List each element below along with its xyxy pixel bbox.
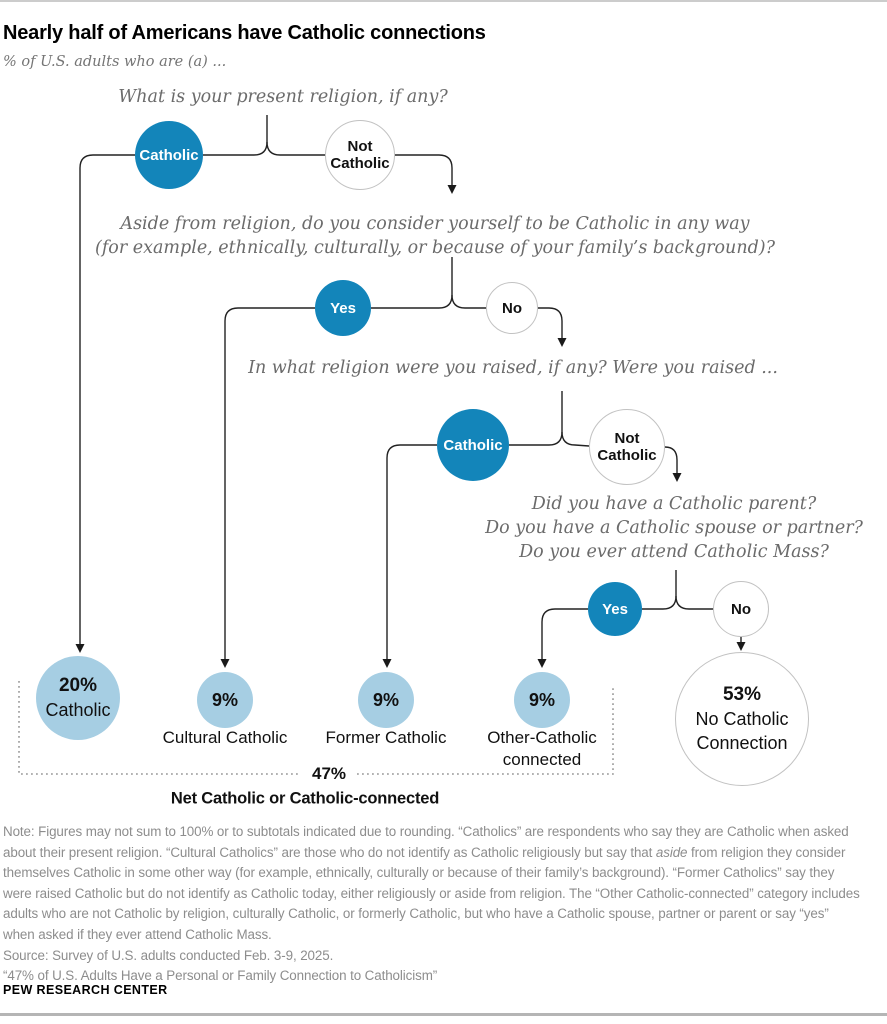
- result-catholic-circle: [36, 656, 120, 740]
- result-other-label-line1: Other-Catholic: [487, 728, 597, 747]
- node-q1-not-catholic-line2: Catholic: [330, 155, 390, 172]
- connector-not-catholic-to-q2: [395, 155, 452, 185]
- question-2-line2: (for example, ethnically, culturally, or because of your family’s background)?: [94, 238, 776, 258]
- question-4-line1: Did you have a Catholic parent?: [531, 494, 817, 514]
- result-former-circle: [358, 672, 414, 728]
- result-other-value: 9%: [528, 689, 555, 710]
- net-bracket-label: Net Catholic or Catholic-connected: [170, 789, 440, 808]
- result-none-line2: Connection: [696, 733, 788, 753]
- result-none-circle: [675, 652, 809, 786]
- node-q2-yes-label: Yes: [330, 299, 356, 317]
- result-other-circle: [514, 672, 570, 728]
- note-text: [3, 822, 863, 946]
- connector-q4-to-no: [676, 596, 713, 609]
- result-cultural-label: Cultural Catholic: [162, 728, 288, 747]
- node-q3-catholic-label: Catholic: [443, 436, 503, 454]
- result-other-label-line2: connected: [502, 750, 582, 769]
- question-2: [95, 212, 775, 260]
- net-bracket-value: 47%: [306, 764, 352, 784]
- question-3: [248, 356, 778, 380]
- arrowhead-q4: [673, 473, 682, 482]
- source-line: Source: Survey of U.S. adults conducted Feb. 3-9, 2025.: [3, 947, 334, 963]
- connector-not-catholic-to-q4: [665, 447, 677, 473]
- connector-q2-to-yes: [371, 257, 452, 308]
- arrowhead-former: [383, 659, 392, 668]
- question-1: [118, 85, 447, 109]
- question-4: [485, 492, 863, 564]
- node-q1-catholic: [135, 121, 203, 189]
- node-q4-yes: [588, 582, 642, 636]
- node-q1-not-catholic-line1: Not: [347, 138, 373, 155]
- node-q3-catholic: [437, 409, 509, 481]
- node-q1-not-catholic: [325, 120, 395, 190]
- connector-q1-to-catholic: [203, 115, 267, 155]
- node-q2-no-label: No: [502, 299, 522, 317]
- arrowhead-none: [737, 642, 746, 651]
- node-q1-catholic-label: Catholic: [139, 146, 199, 164]
- connector-catholic-to-former: [387, 445, 437, 659]
- node-q4-no-label: No: [731, 600, 751, 618]
- connector-yes-to-other: [542, 609, 588, 659]
- question-1-text: What is your present religion, if any?: [118, 87, 448, 107]
- arrowhead-cultural: [221, 659, 230, 668]
- arrowhead-other: [538, 659, 547, 668]
- arrowhead-q3: [558, 338, 567, 347]
- node-q3-not-catholic: [589, 409, 665, 485]
- figure-subtitle: % of U.S. adults who are (a) ...: [3, 54, 227, 70]
- result-catholic-value: 20%: [58, 675, 98, 696]
- question-4-line3: Do you ever attend Catholic Mass?: [519, 542, 829, 562]
- report-title-line: “47% of U.S. Adults Have a Personal or Family Connection to Catholicism”: [3, 968, 438, 984]
- footer-notes: [3, 822, 863, 987]
- connector-q2-to-no: [452, 295, 486, 308]
- node-q2-no: [486, 282, 538, 334]
- arrowhead-q2: [448, 185, 457, 194]
- note-italic-word: aside: [655, 844, 688, 860]
- connector-q3-to-not-catholic: [562, 432, 589, 446]
- result-former-label: Former Catholic: [325, 728, 447, 747]
- result-none-value: 53%: [722, 684, 762, 705]
- question-4-line2: Do you have a Catholic spouse or partner?: [485, 518, 863, 538]
- connector-q3-to-catholic: [509, 391, 562, 445]
- result-other-label: [487, 727, 597, 771]
- result-catholic-name: Catholic: [45, 700, 111, 720]
- node-q3-not-catholic-line1: Not: [614, 430, 640, 447]
- result-former-value: 9%: [372, 689, 399, 710]
- figure-title: Nearly half of Americans have Catholic connections: [3, 22, 486, 44]
- result-cultural-value: 9%: [211, 689, 238, 710]
- result-cultural-circle: [197, 672, 253, 728]
- question-3-text: In what religion were you raised, if any? Were you raised ...: [248, 358, 778, 378]
- node-q2-yes: [315, 280, 371, 336]
- connector-no-to-q3: [538, 308, 562, 338]
- question-2-line1: Aside from religion, do you consider yourself to be Catholic in any way: [120, 214, 750, 234]
- note-part2: from religion they consider themselves Catholic in some other way (for example, ethnically, culturally or because of their family’s background). “Former Catholics” say they were raised Catholic but do not identify as Catholic today, either religiously or aside from religion. The “Other Catholic-connected” category includes adults who are not Catholic by religion, culturally Catholic, or formerly Catholic, but who have a Catholic spouse, partner or parent or say “yes” when asked if they ever attend Catholic Mass.: [3, 844, 860, 942]
- node-q3-not-catholic-line2: Catholic: [597, 447, 657, 464]
- connector-q1-to-not-catholic: [267, 142, 325, 155]
- connector-lines: [80, 115, 741, 659]
- connector-q4-to-yes: [642, 570, 676, 609]
- pew-research-center-wordmark: PEW RESEARCH CENTER: [3, 983, 168, 997]
- note-part1: Note: Figures may not sum to 100% or to subtotals indicated due to rounding. “Catholics” are respondents who say they are Catholic when asked about their present religion. “Cultural Catholics” are those who do not identify as Catholic religiously but say that: [3, 824, 849, 860]
- node-q4-no: [713, 581, 769, 637]
- node-q4-yes-label: Yes: [602, 600, 628, 618]
- arrowhead-20: [76, 644, 85, 653]
- result-none-line1: No Catholic: [695, 709, 789, 729]
